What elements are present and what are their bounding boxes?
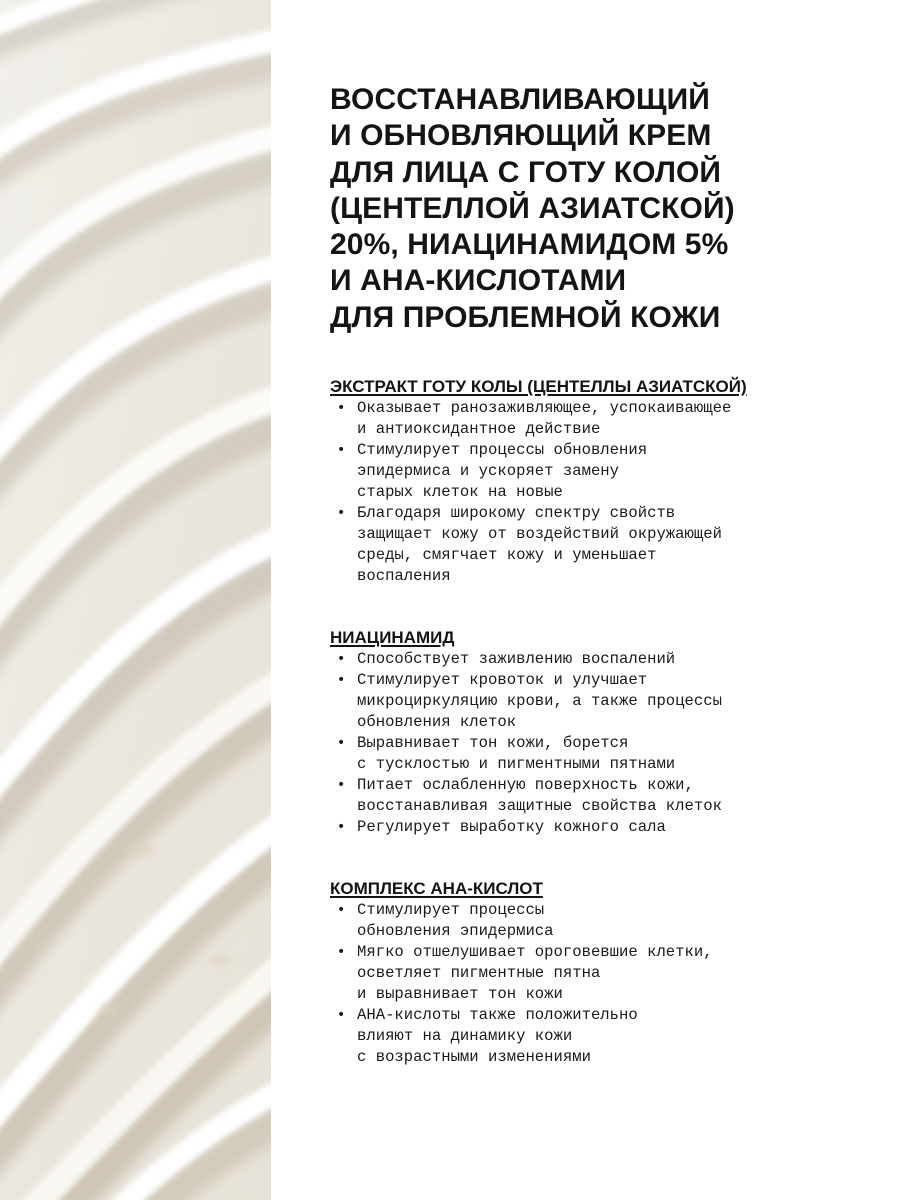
bullet-item: • Оказывает ранозаживляющее, успокаивающее и антиоксидантное действие [330,398,890,440]
bullet-item: • Регулирует выработку кожного сала [330,817,890,838]
section-heading: ЭКСТРАКТ ГОТУ КОЛЫ (ЦЕНТЕЛЛЫ АЗИАТСКОЙ) [330,377,747,396]
title-line: ДЛЯ ПРОБЛЕМНОЙ КОЖИ [330,300,721,334]
section-niacinamide [330,627,890,838]
bullet-item: • Мягко отшелушивает ороговевшие клетки, осветляет пигментные пятна и выравнивает тон кожи [330,942,890,1005]
bullet-item: • Выравнивает тон кожи, борется с тусклостью и пигментными пятнами [330,733,890,775]
bullet-list [330,900,890,1068]
bullet-item: • АНА-кислоты также положительно влияют на динамику кожи с возрастными изменениями [330,1005,890,1068]
title-line: И АНА-КИСЛОТАМИ [330,264,627,298]
bullet-item: • Благодаря широкому спектру свойств защищает кожу от воздействий окружающей среды, смягчает кожу и уменьшает воспаления [330,503,890,587]
bullet-list [330,398,890,587]
section-heading: КОМПЛЕКС АНА-КИСЛОТ [330,879,543,898]
bullet-item: • Способствует заживлению воспалений [330,649,890,670]
product-title [330,82,885,336]
section-heading: НИАЦИНАМИД [330,628,455,647]
cream-texture-image [0,0,271,1200]
product-description [330,82,885,1066]
bullet-item: • Стимулирует кровоток и улучшает микроциркуляцию крови, а также процессы обновления клеток [330,670,890,733]
bullet-item: • Стимулирует процессы обновления эпидермиса и ускоряет замену старых клеток на новые [330,440,890,503]
title-line: ДЛЯ ЛИЦА С ГОТУ КОЛОЙ [330,155,722,189]
bullet-item: • Питает ослабленную поверхность кожи, восстанавливая защитные свойства клеток [330,775,890,817]
title-line: ВОССТАНАВЛИВАЮЩИЙ [330,83,710,116]
section-aha-complex [330,878,890,1068]
title-line: И ОБНОВЛЯЮЩИЙ КРЕМ [330,119,712,153]
bullet-item: • Стимулирует процессы обновления эпидермиса [330,900,890,942]
section-centella [330,376,890,587]
title-line: 20%, НИАЦИНАМИДОМ 5% [330,228,729,262]
title-line: (ЦЕНТЕЛЛОЙ АЗИАТСКОЙ) [330,191,735,225]
bullet-list [330,649,890,838]
